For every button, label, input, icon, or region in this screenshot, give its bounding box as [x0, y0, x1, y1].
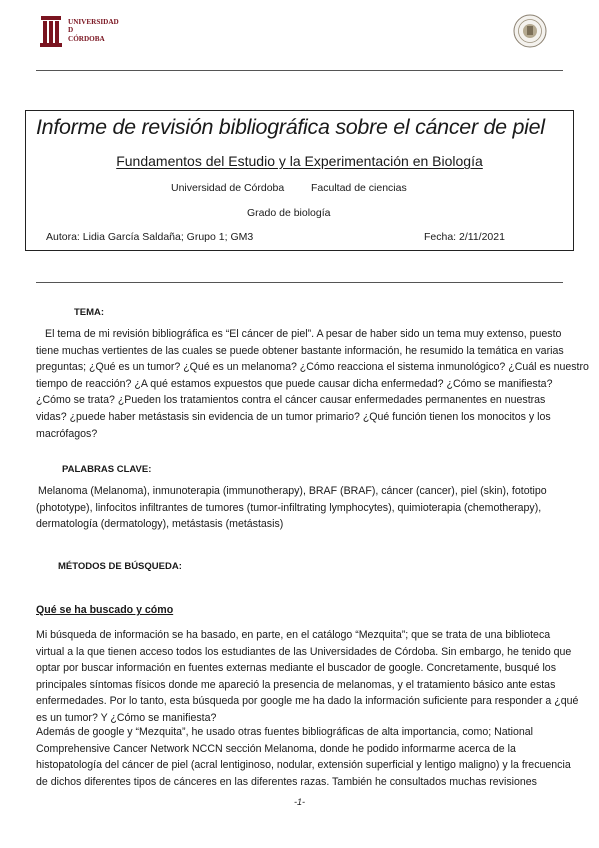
document-title: Informe de revisión bibliográfica sobre el cáncer de piel — [36, 115, 545, 139]
author: Autora: Lidia García Saldaña; Grupo 1; GM3 — [46, 231, 254, 243]
text-line: macrófagos? — [36, 427, 98, 440]
text-line: ¿Cómo se trata? ¿Pueden los tratamientos contra el cáncer causar enfermedades permanentes en nuestras — [36, 394, 546, 407]
university-logo-text — [68, 18, 119, 43]
page-number: -1- — [294, 797, 305, 807]
header-rule — [36, 70, 563, 71]
search-subheading: Qué se ha buscado y cómo — [36, 604, 174, 616]
seal-icon — [513, 14, 547, 48]
institution: Universidad de Córdoba — [171, 182, 285, 194]
date: Fecha: 2/11/2021 — [424, 231, 505, 243]
text-line: tiene muchas vertientes de las cuales se puede obtener bastante información, he resumido la temática en varias — [36, 344, 564, 357]
cover-box — [25, 110, 574, 251]
tema-heading: TEMA: — [74, 307, 105, 318]
text-line: Comprehensive Cancer Network NCCN sección Melanoma, donde he podido informarme acerca de la — [36, 742, 516, 755]
logo-line-2: D — [68, 26, 74, 35]
text-line: dermatología (dermatology), metástasis (metástasis) — [36, 518, 284, 531]
cover-rule — [36, 282, 563, 283]
degree: Grado de biología — [247, 207, 331, 219]
keywords-paragraph — [36, 483, 564, 533]
university-logo — [38, 14, 158, 52]
course-subtitle: Fundamentos del Estudio y la Experimentación en Biología — [116, 153, 483, 169]
text-line: principales síntomas físicos donde me apareció la presencia de melanomas, y el tratamiento básico ante estas — [36, 678, 556, 691]
text-line: histopatología del cáncer de piel (acral lentiginoso, nodular, extensión superficial y lentigo maligno) y la frecuencia — [36, 759, 571, 772]
search-paragraph — [36, 627, 579, 727]
text-line: optar por buscar información en fuentes externas mediante el buscador de google. Concretamente, busqué los — [36, 662, 556, 675]
text-line: enfermedades. Por lo tanto, esta búsqueda por google me ha dado la información suficiente para responder a ¿qué — [36, 695, 579, 708]
text-line: es un tumor? Y ¿Cómo se manifiesta? — [36, 711, 217, 724]
university-crest-icon — [38, 14, 64, 48]
text-line: preguntas; ¿Qué es un tumor? ¿Qué es un melanoma? ¿Cómo reacciona el sistema inmunológico? ¿Cuál es nuestro — [36, 361, 589, 374]
faculty: Facultad de ciencias — [311, 182, 407, 194]
text-line: Además de google y “Mezquita”, he usado otras fuentes bibliográficas de alta importancia, como; National — [36, 726, 534, 738]
text-line: tiempo de reacción? ¿A qué estamos expuestos que puede causar dicha enfermedad? ¿Cómo se manifiesta? — [36, 377, 553, 390]
text-line: El tema de mi revisión bibliográfica es “El cáncer de piel”. A pesar de haber sido un tema muy extenso, puesto — [45, 328, 562, 340]
text-line: (phototype), linfocitos infiltrantes de tumores (tumor-infiltrating lymphocytes), quimioterapia (chemotherapy), — [36, 501, 542, 514]
logo-line-3: CÓRDOBA — [68, 34, 105, 43]
tema-paragraph — [36, 326, 589, 442]
search-subheading-wrap — [36, 602, 564, 619]
sources-paragraph — [36, 724, 571, 790]
logo-line-1: UNIVERSIDAD — [68, 18, 119, 26]
keywords-heading: PALABRAS CLAVE: — [62, 464, 152, 475]
methods-heading: MÉTODOS DE BÚSQUEDA: — [58, 561, 182, 572]
text-line: de dichos diferentes tipos de cánceres en las diferentes razas. También he consultados muchas revisiones — [36, 775, 537, 788]
text-line: Mi búsqueda de información se ha basado, en parte, en el catálogo “Mezquita”; que se trata de una biblioteca — [36, 629, 551, 641]
text-line: virtual a la que tienen acceso todos los estudiantes de las Universidades de Córdoba. Sin embargo, he tenido que — [36, 645, 572, 658]
text-line: vidas? ¿puede haber metástasis sin evidencia de un tumor primario? ¿Qué función tienen los monocitos y los — [36, 410, 551, 423]
text-line: Melanoma (Melanoma), inmunoterapia (immunotherapy), BRAF (BRAF), cáncer (cancer), piel (skin), fototipo — [38, 485, 547, 497]
